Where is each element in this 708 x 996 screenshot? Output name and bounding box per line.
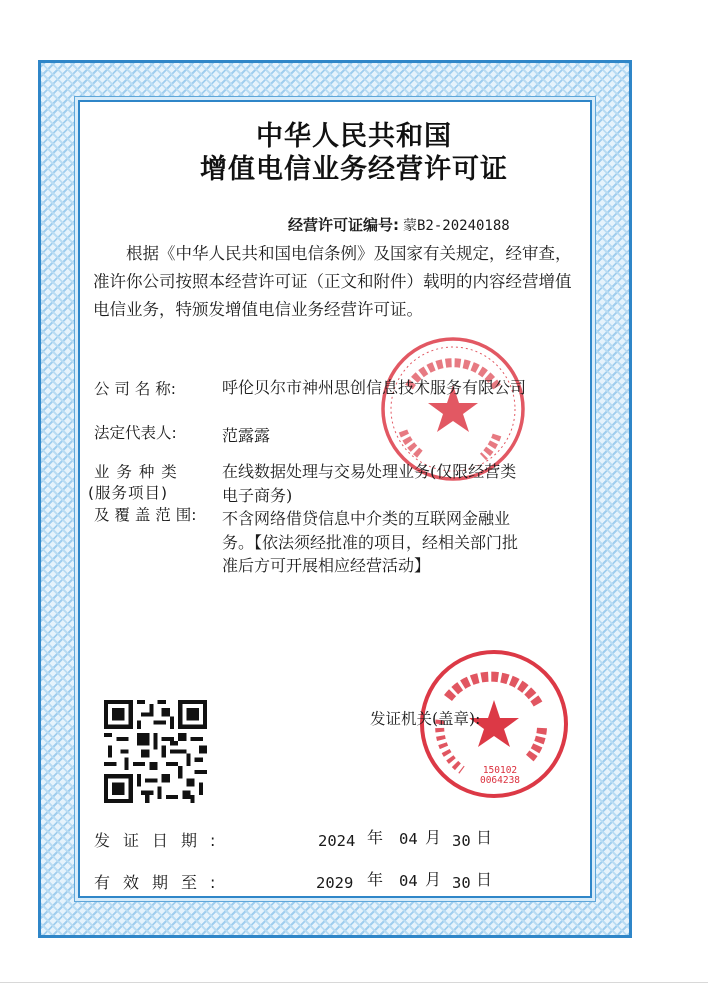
scope-label-line-1: 业 务 种 类 xyxy=(94,463,178,481)
authority-seal-code: 150102 0064238 xyxy=(479,765,521,786)
license-number-value: 蒙B2-20240188 xyxy=(403,218,510,234)
page-edge-line xyxy=(0,982,708,983)
issue-month: 04 xyxy=(399,830,418,848)
scope-line: 准后方可开展相应经营活动】 xyxy=(222,556,431,575)
business-scope xyxy=(222,460,594,578)
license-number-label: 经营许可证编号: xyxy=(288,216,399,234)
valid-year: 2029 xyxy=(316,874,354,892)
license-number-row xyxy=(288,214,510,235)
issue-day: 30 xyxy=(452,832,471,850)
title-line-1: 中华人民共和国 xyxy=(256,121,452,152)
qr-code xyxy=(104,700,207,803)
issuing-authority-label: 发证机关(盖章): xyxy=(370,710,481,728)
intro-paragraph: 根据《中华人民共和国电信条例》及国家有关规定，经审查，准许你公司按照本经营许可证（正文和附件）载明的内容经营增值电信业务，特颁发增值电信业务经营许可证。 xyxy=(93,244,572,319)
valid-until-label: 有效期至: xyxy=(94,873,229,892)
company-name-label: 公 司 名 称: xyxy=(94,380,177,398)
scope-line: 务。【依法须经批准的项目，经相关部门批 xyxy=(222,532,519,552)
scope-line: 电子商务) xyxy=(222,485,293,505)
valid-month: 04 xyxy=(399,872,418,890)
issue-day-char: 日 xyxy=(476,828,493,847)
scope-line: 不含网络借贷信息中介类的互联网金融业 xyxy=(222,509,511,528)
issue-year-char: 年 xyxy=(367,828,384,847)
scope-line: 在线数据处理与交易处理业务(仅限经营类 xyxy=(222,462,517,481)
valid-year-char: 年 xyxy=(367,870,384,889)
title-line-2: 增值电信业务经营许可证 xyxy=(200,154,508,185)
legal-rep-value: 范露露 xyxy=(222,426,271,445)
issue-date-label: 发证日期: xyxy=(94,831,229,850)
issue-month-char: 月 xyxy=(425,828,442,847)
scope-label-line-2: (服务项目) xyxy=(88,484,169,502)
scope-label-line-3: 及 覆 盖 范 围: xyxy=(94,506,197,524)
legal-rep-label: 法定代表人: xyxy=(94,424,177,442)
company-name-value: 呼伦贝尔市神州思创信息技术服务有限公司 xyxy=(222,378,527,397)
issue-year: 2024 xyxy=(318,832,356,850)
valid-month-char: 月 xyxy=(425,870,442,889)
valid-day-char: 日 xyxy=(476,870,493,889)
valid-day: 30 xyxy=(452,874,471,892)
